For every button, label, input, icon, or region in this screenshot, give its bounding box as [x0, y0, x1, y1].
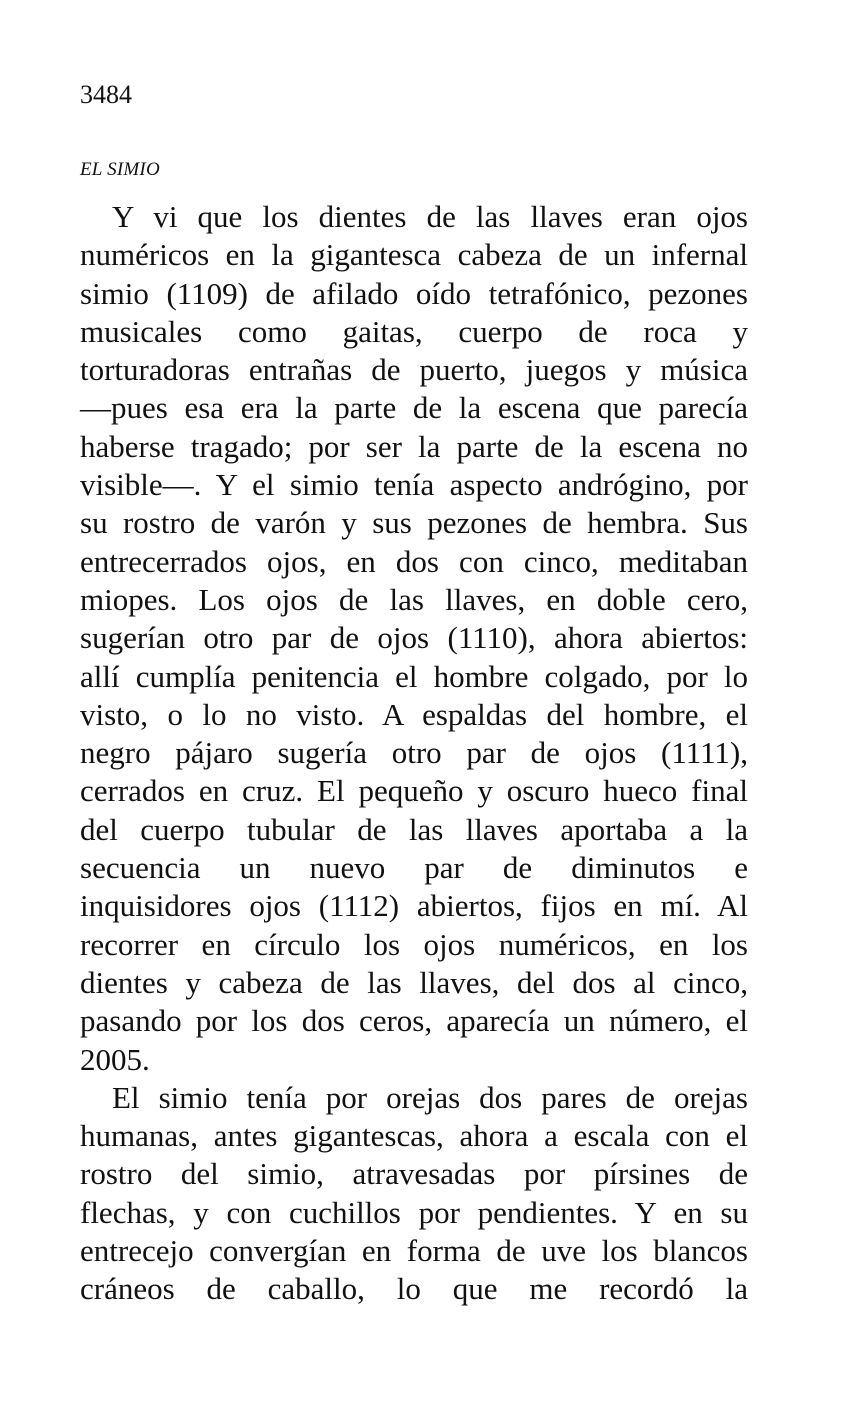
text-line: El simio tenía por orejas dos pares de orejas	[112, 1079, 748, 1115]
text-line: visto, o lo no visto. A espaldas del hombre, el	[80, 696, 748, 732]
text-line: cráneos de caballo, lo que me recordó la	[80, 1271, 748, 1307]
text-line: cerrados en cruz. El pequeño y oscuro hueco final	[80, 773, 748, 809]
text-line: —pues esa era la parte de la escena que parecía	[80, 390, 748, 426]
page-number: 3484	[80, 80, 132, 109]
text-line: simio (1109) de afilado oído tetrafónico, pezones	[80, 275, 748, 311]
text-line: dientes y cabeza de las llaves, del dos al cinco,	[80, 964, 748, 1000]
text-line: entrecerrados ojos, en dos con cinco, meditaban	[80, 543, 748, 579]
paragraph-2	[80, 1079, 748, 1309]
text-line: musicales como gaitas, cuerpo de roca y	[80, 313, 748, 349]
text-line: pasando por los dos ceros, aparecía un número, el	[80, 1003, 748, 1039]
text-line: torturadoras entrañas de puerto, juegos y música	[80, 352, 748, 388]
text-line: visible—. Y el simio tenía aspecto andrógino, por	[80, 467, 748, 503]
text-line: rostro del simio, atravesadas por pírsines de	[80, 1156, 748, 1192]
text-line: Y vi que los dientes de las llaves eran ojos	[112, 199, 748, 234]
text-line: sugerían otro par de ojos (1110), ahora abiertos:	[80, 620, 748, 656]
text-line: haberse tragado; por ser la parte de la escena no	[80, 428, 748, 464]
text-line: recorrer en círculo los ojos numéricos, en los	[80, 926, 748, 962]
text-line: su rostro de varón y sus pezones de hembra. Sus	[80, 505, 748, 541]
text-line: miopes. Los ojos de las llaves, en doble cero,	[80, 581, 748, 617]
text-line: negro pájaro sugería otro par de ojos (1111),	[80, 735, 748, 771]
body-text	[80, 198, 748, 1309]
text-line: allí cumplía penitencia el hombre colgado, por lo	[80, 658, 748, 694]
text-line: inquisidores ojos (1112) abiertos, fijos en mí. Al	[80, 888, 748, 924]
running-head: EL SIMIO	[80, 159, 160, 180]
text-line: numéricos en la gigantesca cabeza de un infernal	[80, 237, 748, 273]
text-line: flechas, y con cuchillos por pendientes. Y en su	[80, 1194, 748, 1230]
text-line: humanas, antes gigantescas, ahora a escala con el	[80, 1118, 748, 1154]
text-line: secuencia un nuevo par de diminutos e	[80, 850, 748, 886]
text-line: 2005.	[80, 1041, 150, 1077]
text-line: entrecejo convergían en forma de uve los blancos	[80, 1233, 748, 1269]
text-line: del cuerpo tubular de las llaves aportaba a la	[80, 811, 748, 847]
paragraph-1	[80, 198, 748, 1079]
